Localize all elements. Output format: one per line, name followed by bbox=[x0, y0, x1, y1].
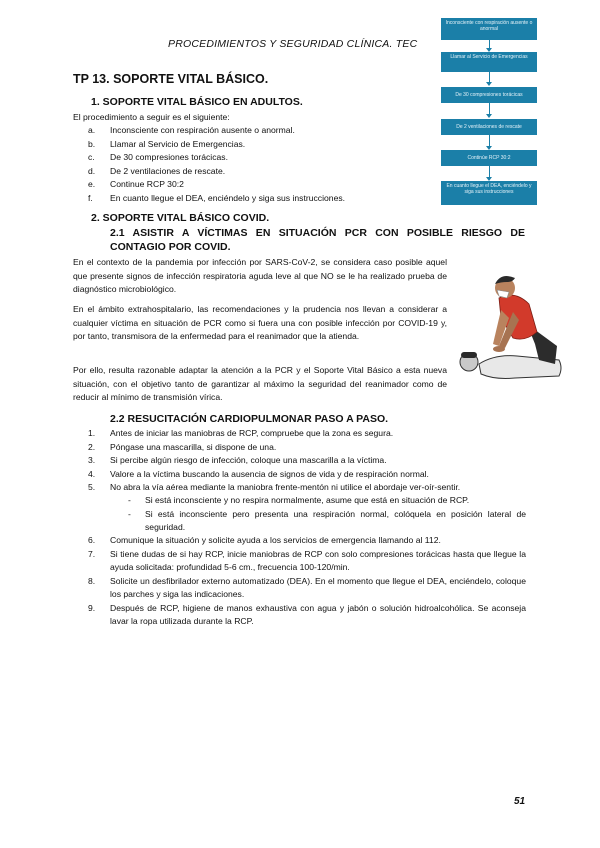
flow-step-4: De 2 ventilaciones de rescate bbox=[441, 119, 537, 135]
section-2-1-heading-cont: CONTAGIO POR COVID. bbox=[110, 241, 231, 253]
list-item: 1. Antes de iniciar las maniobras de RCP, compruebe que la zona es segura. bbox=[88, 428, 394, 438]
cpr-sub-bullets bbox=[128, 494, 526, 535]
page-title: TP 13. SOPORTE VITAL BÁSICO. bbox=[73, 72, 269, 86]
flow-step-3: De 30 compresiones torácicas bbox=[441, 87, 537, 103]
cpr-illustration bbox=[455, 268, 567, 386]
flow-step-6: En cuanto llegue el DEA, enciéndelo y siga sus instrucciones bbox=[441, 181, 537, 205]
list-item: e. Continue RCP 30:2 bbox=[88, 179, 184, 189]
list-item: 6. Comunique la situación y solicite ayuda a los servicios de emergencia llamando al 112. bbox=[88, 535, 441, 545]
list-item: b. Llamar al Servicio de Emergencias. bbox=[88, 138, 246, 149]
flow-arrow-icon bbox=[487, 103, 491, 118]
list-item: c. De 30 compresiones torácicas. bbox=[88, 152, 228, 162]
flow-arrow-icon bbox=[487, 135, 491, 150]
section-1-list bbox=[88, 124, 440, 205]
section-1-heading: 1. SOPORTE VITAL BÁSICO EN ADULTOS. bbox=[91, 96, 303, 108]
list-item: - Si está inconsciente y no respira normalmente, asume que está en situación de RCP. bbox=[128, 495, 470, 505]
list-item: 3. Si percibe algún riesgo de infección, coloque una mascarilla a la víctima. bbox=[88, 455, 387, 465]
list-item: 2. Póngase una mascarilla, si dispone de una. bbox=[88, 441, 277, 452]
flow-step-5: Continúe RCP 30:2 bbox=[441, 150, 537, 166]
list-item: 8. Solicite un desfibrilador externo automatizado (DEA). En el momento que llegue el DEA, enciéndelo, coloque los parches y siga las indicaciones. bbox=[88, 575, 526, 599]
list-item: 4. Valore a la víctima buscando la ausencia de signos de vida y de respiración normal. bbox=[88, 468, 429, 479]
list-item: 9. Después de RCP, higiene de manos exhaustiva con agua y jabón o solución hidroalcohólica. Se aconseja lavar la ropa utilizada durante la RCP. bbox=[88, 602, 526, 626]
paragraph: En el ámbito extrahospitalario, las recomendaciones y la prudencia nos llevan a considerar a cualquier víctima en situación de PCR como si fuera una con posible infección por COVID-19 y, por tanto, transmisora de la enfermedad para el reanimador que la atienda. bbox=[73, 304, 447, 341]
flow-arrow-icon bbox=[487, 166, 491, 181]
section-2-heading: 2. SOPORTE VITAL BÁSICO COVID. bbox=[91, 212, 270, 224]
paragraph: En el contexto de la pandemia por infección por SARS-CoV-2, se considera caso posible aquel que presente signos de infección respiratoria aguda leve al que NO se le ha realizado prueba de diagnóstico microbiológico. bbox=[73, 257, 447, 294]
list-item: a. Inconsciente con respiración ausente o anormal. bbox=[88, 125, 295, 135]
paragraph: Por ello, resulta razonable adaptar la atención a la PCR y el Soporte Vital Básico a esta nueva situación, con el objetivo tanto de garantizar al máximo la seguridad del reanimador como de reducir al mínimo de transmisión vírica. bbox=[73, 365, 447, 402]
section-1-intro: El procedimiento a seguir es el siguiente: bbox=[73, 112, 230, 122]
cpr-steps-list-cont bbox=[88, 534, 526, 629]
page-number: 51 bbox=[514, 796, 526, 807]
section-2-1-heading: 2.1 ASISTIR A VÍCTIMAS EN SITUACIÓN PCR CON POSIBLE RIESGO DE bbox=[110, 227, 525, 239]
list-item: 7. Si tiene dudas de si hay RCP, inicie maniobras de RCP con solo compresiones torácicas hasta que llegue la ayuda solicitada: profundidad 5-6 cm., frecuencia 100-120/min. bbox=[88, 548, 526, 572]
flow-arrow-icon bbox=[487, 72, 491, 86]
list-item: f. En cuanto llegue el DEA, enciéndelo y siga sus instrucciones. bbox=[88, 192, 346, 203]
list-item: d. De 2 ventilaciones de rescate. bbox=[88, 165, 226, 176]
cpr-steps-list bbox=[88, 427, 526, 495]
list-item: 5. No abra la vía aérea mediante la maniobra frente-mentón ni utilice el abordaje ver-oír-sentir. bbox=[88, 482, 461, 492]
flow-arrow-icon bbox=[487, 40, 491, 52]
running-header: PROCEDIMIENTOS Y SEGURIDAD CLÍNICA. TEC bbox=[168, 38, 418, 50]
flow-step-2: Llamar al Servicio de Emergencias bbox=[441, 52, 537, 72]
section-2-2-heading: 2.2 RESUCITACIÓN CARDIOPULMONAR PASO A PASO. bbox=[110, 413, 389, 425]
list-item: - Si está inconsciente pero presenta una respiración normal, colóquela en posición lateral de seguridad. bbox=[128, 508, 526, 532]
flow-step-1: Inconsciente con respiración ausente o anormal bbox=[441, 18, 537, 40]
